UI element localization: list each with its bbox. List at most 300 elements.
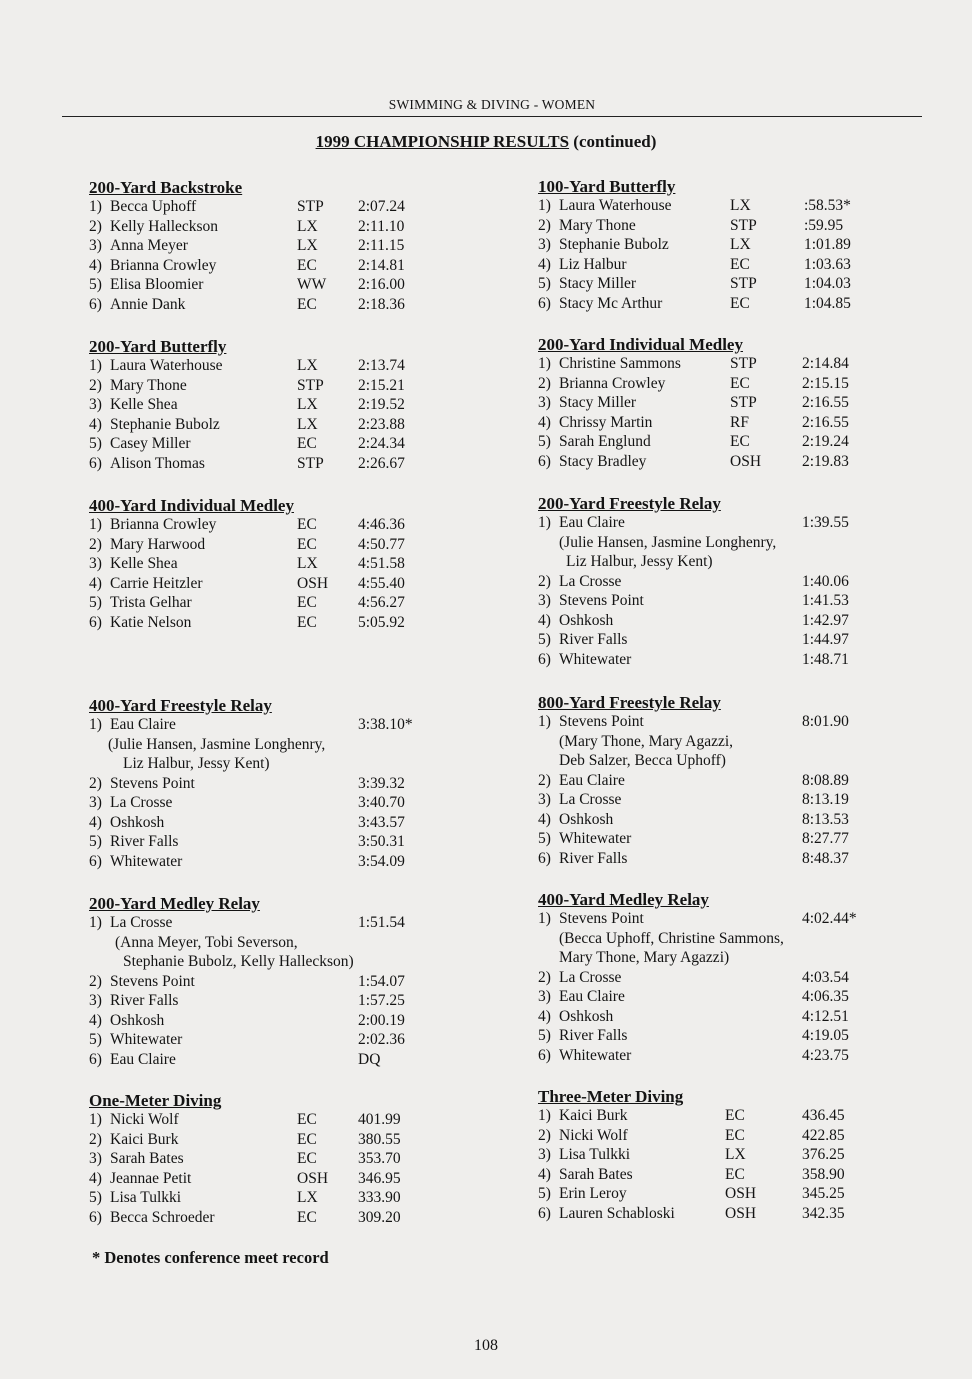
team-code: LX: [297, 415, 318, 433]
place: 4): [538, 413, 551, 431]
relay-team-name: Stevens Point: [110, 972, 195, 990]
relay-team-name: Whitewater: [559, 650, 632, 668]
swimmer-name: Nicki Wolf: [559, 1126, 628, 1144]
section-400-medley-relay: [538, 890, 938, 1065]
team-code: OSH: [297, 1169, 329, 1187]
result-row: [538, 432, 938, 452]
team-code: EC: [730, 374, 750, 392]
result-row: [538, 1145, 938, 1165]
result-row: [89, 574, 489, 594]
swimmer-name: Elisa Bloomier: [110, 276, 204, 293]
swimmer-name: Nicki Wolf: [110, 1111, 179, 1128]
swimmer-name: Lisa Tulkki: [559, 1146, 631, 1163]
result-row: [89, 554, 489, 574]
team-code: LX: [725, 1146, 746, 1163]
result-row: [538, 235, 938, 255]
team-code: EC: [297, 1208, 317, 1226]
result-row: [89, 1208, 489, 1228]
result-time: 2:11.10: [358, 217, 405, 235]
result-time: 1:54.07: [358, 972, 405, 990]
result-time: 353.70: [358, 1150, 401, 1167]
place: 6): [89, 613, 102, 631]
team-code: LX: [297, 555, 318, 572]
place: 5): [538, 275, 551, 292]
swimmer-name: Kelle Shea: [110, 555, 178, 572]
page-title: [0, 132, 972, 152]
place: 2): [89, 217, 102, 235]
place: 5): [538, 830, 551, 847]
result-row: [538, 849, 938, 869]
relay-team-name: Whitewater: [110, 852, 183, 870]
result-time: 1:04.85: [804, 294, 851, 312]
result-row: [538, 1046, 938, 1066]
title-suffix: (continued): [573, 132, 657, 151]
result-time: 4:50.77: [358, 535, 405, 553]
swimmer-name: Sarah Bates: [110, 1150, 184, 1167]
result-time: 345.25: [802, 1185, 845, 1202]
swimmer-name: Jeannae Petit: [110, 1169, 192, 1187]
place: 4): [538, 611, 551, 629]
result-row: [89, 217, 489, 237]
section-200-backstroke: [89, 178, 489, 314]
place: 2): [538, 968, 551, 986]
place: 6): [538, 452, 551, 470]
result-time: 2:07.24: [358, 198, 405, 215]
result-time: 3:38.10*: [358, 716, 413, 733]
place: 2): [538, 572, 551, 590]
relay-team-name: Eau Claire: [559, 988, 625, 1005]
place: 1): [89, 198, 102, 215]
page-number: 108: [474, 1337, 498, 1354]
result-row: [89, 415, 489, 435]
result-row: [89, 593, 489, 613]
result-time: 1:04.03: [804, 275, 851, 292]
section-400-individual-medley: [89, 496, 489, 632]
result-row: [538, 987, 938, 1007]
result-time: 4:55.40: [358, 574, 405, 592]
result-time: 1:48.71: [802, 650, 849, 668]
result-time: 8:08.89: [802, 771, 849, 789]
place: 5): [89, 594, 102, 611]
result-time: 346.95: [358, 1169, 401, 1187]
result-row: [538, 909, 938, 929]
swimmer-name: Stephanie Bubolz: [559, 236, 669, 253]
place: 3): [89, 992, 102, 1009]
place: 5): [89, 1031, 102, 1048]
result-row: [89, 197, 489, 217]
swimmer-name: Brianna Crowley: [110, 516, 217, 533]
event-title: 200-Yard Individual Medley: [538, 335, 743, 354]
place: 6): [89, 295, 102, 313]
result-time: 4:03.54: [802, 968, 849, 986]
result-time: 333.90: [358, 1189, 401, 1206]
swimmer-name: Brianna Crowley: [559, 374, 666, 392]
place: 6): [538, 1046, 551, 1064]
relay-team-name: Stevens Point: [559, 713, 644, 730]
result-row: [89, 376, 489, 396]
place: 4): [89, 813, 102, 831]
place: 1): [538, 713, 551, 730]
relay-team-name: Eau Claire: [110, 1050, 176, 1068]
section-100-butterfly: [538, 177, 938, 313]
result-row: [538, 393, 938, 413]
relay-team-name: Stevens Point: [559, 592, 644, 609]
team-code: STP: [730, 216, 757, 234]
team-code: OSH: [725, 1185, 757, 1202]
result-time: 2:23.88: [358, 415, 405, 433]
place: 4): [538, 810, 551, 828]
swimmer-name: Mary Thone: [559, 216, 636, 234]
result-row: [538, 1165, 938, 1185]
result-row: [89, 1130, 489, 1150]
swimmer-name: Becca Schroeder: [110, 1208, 215, 1226]
place: 3): [89, 396, 102, 413]
team-code: OSH: [297, 574, 329, 592]
result-time: 4:19.05: [802, 1027, 849, 1044]
result-row: [89, 852, 489, 872]
result-row: [89, 236, 489, 256]
event-title: One-Meter Diving: [89, 1091, 222, 1110]
result-time: 3:50.31: [358, 833, 405, 850]
swimmer-name: Kaici Burk: [559, 1107, 628, 1124]
swimmer-name: Chrissy Martin: [559, 413, 653, 431]
place: 5): [89, 1189, 102, 1206]
result-row: [538, 1007, 938, 1027]
swimmer-name: Mary Thone: [110, 376, 187, 394]
result-row: [89, 395, 489, 415]
relay-team-name: La Crosse: [559, 572, 622, 590]
relay-team-name: Eau Claire: [110, 716, 176, 733]
result-time: 401.99: [358, 1111, 401, 1128]
result-row: [89, 454, 489, 474]
swimmer-name: Stephanie Bubolz: [110, 415, 220, 433]
relay-members: Mary Thone, Mary Agazzi): [559, 949, 730, 966]
result-row: [538, 354, 938, 374]
relay-members: (Julie Hansen, Jasmine Longhenry,: [559, 533, 777, 551]
place: 4): [89, 415, 102, 433]
result-time: 2:14.84: [802, 355, 849, 372]
relay-members: Stephanie Bubolz, Kelly Halleckson): [123, 953, 354, 970]
result-time: DQ: [358, 1050, 381, 1068]
team-code: OSH: [730, 452, 762, 470]
relay-team-name: Whitewater: [110, 1031, 183, 1048]
event-title: 100-Yard Butterfly: [538, 177, 676, 196]
swimmer-name: Lauren Schabloski: [559, 1204, 675, 1222]
result-row: [538, 771, 938, 791]
place: 1): [538, 197, 551, 214]
place: 5): [538, 1027, 551, 1044]
section-three-meter-diving: [538, 1087, 938, 1223]
team-code: STP: [730, 355, 757, 372]
team-code: STP: [730, 275, 757, 292]
place: 4): [538, 1007, 551, 1025]
place: 1): [89, 1111, 102, 1128]
team-code: LX: [730, 236, 751, 253]
result-time: :58.53*: [804, 197, 851, 214]
relay-team-name: Stevens Point: [559, 910, 644, 927]
swimmer-name: Alison Thomas: [110, 454, 205, 472]
place: 4): [89, 256, 102, 274]
swimmer-name: Stacy Mc Arthur: [559, 294, 663, 312]
result-row: [538, 968, 938, 988]
relay-members: (Becca Uphoff, Christine Sammons,: [559, 929, 784, 947]
place: 4): [89, 574, 102, 592]
team-code: LX: [297, 217, 318, 235]
result-row: [89, 774, 489, 794]
place: 1): [538, 355, 551, 372]
swimmer-name: Kelle Shea: [110, 396, 178, 413]
place: 6): [538, 1204, 551, 1222]
result-row: [89, 1110, 489, 1130]
team-code: LX: [297, 396, 318, 413]
record-footnote: * Denotes conference meet record: [92, 1248, 329, 1267]
place: 3): [538, 236, 551, 253]
result-time: 1:42.97: [802, 611, 849, 629]
result-row: [89, 1188, 489, 1208]
place: 3): [89, 237, 102, 254]
team-code: WW: [297, 276, 327, 293]
relay-members: (Mary Thone, Mary Agazzi,: [559, 732, 734, 750]
team-code: EC: [297, 594, 317, 611]
result-time: 3:54.09: [358, 852, 405, 870]
relay-team-name: La Crosse: [559, 968, 622, 986]
relay-members: (Anna Meyer, Tobi Severson,: [115, 933, 298, 951]
swimmer-name: Laura Waterhouse: [559, 197, 672, 214]
place: 4): [538, 255, 551, 273]
section-800-freestyle-relay: [538, 693, 938, 868]
section-200-freestyle-relay: [538, 494, 938, 669]
event-title: 200-Yard Medley Relay: [89, 894, 260, 913]
result-time: 2:19.52: [358, 396, 405, 413]
result-row: [89, 715, 489, 735]
result-row: [89, 832, 489, 852]
result-time: 342.35: [802, 1204, 845, 1222]
result-time: 376.25: [802, 1146, 845, 1163]
place: 4): [89, 1169, 102, 1187]
result-time: 4:02.44*: [802, 910, 857, 927]
result-row: [538, 216, 938, 236]
place: 2): [89, 972, 102, 990]
result-time: 4:56.27: [358, 594, 405, 611]
section-one-meter-diving: [89, 1091, 489, 1227]
result-time: 2:15.21: [358, 376, 405, 394]
result-row: [89, 1149, 489, 1169]
team-code: EC: [725, 1107, 745, 1124]
result-row: [538, 611, 938, 631]
team-code: RF: [730, 413, 749, 431]
result-row: [538, 591, 938, 611]
team-code: EC: [730, 294, 750, 312]
relay-team-name: La Crosse: [110, 794, 173, 811]
team-code: OSH: [725, 1204, 757, 1222]
result-time: 2:11.15: [358, 237, 405, 254]
result-row: [538, 829, 938, 849]
running-header: [62, 96, 922, 117]
swimmer-name: Erin Leroy: [559, 1185, 627, 1202]
swimmer-name: Carrie Heitzler: [110, 574, 203, 592]
result-row: [89, 295, 489, 315]
event-title: 800-Yard Freestyle Relay: [538, 693, 721, 712]
result-row: [89, 972, 489, 992]
result-row: [89, 1011, 489, 1031]
relay-members: Liz Halbur, Jessy Kent): [566, 553, 713, 570]
result-time: 4:51.58: [358, 555, 405, 572]
result-time: 358.90: [802, 1165, 845, 1183]
result-time: 8:13.19: [802, 791, 849, 808]
team-code: EC: [297, 295, 317, 313]
result-time: 1:41.53: [802, 592, 849, 609]
team-code: EC: [297, 435, 317, 452]
result-time: 380.55: [358, 1130, 401, 1148]
result-time: 2:00.19: [358, 1011, 405, 1029]
team-code: EC: [730, 255, 750, 273]
swimmer-name: Brianna Crowley: [110, 256, 217, 274]
place: 5): [89, 435, 102, 452]
place: 1): [538, 910, 551, 927]
team-code: EC: [297, 516, 317, 533]
place: 2): [89, 1130, 102, 1148]
event-title: Three-Meter Diving: [538, 1087, 684, 1106]
result-row: [89, 515, 489, 535]
event-title: 200-Yard Backstroke: [89, 178, 243, 197]
result-row: [89, 256, 489, 276]
result-row: [89, 275, 489, 295]
result-time: 8:27.77: [802, 830, 849, 847]
result-row: [538, 452, 938, 472]
place: 1): [89, 357, 102, 374]
place: 1): [538, 514, 551, 531]
place: 2): [538, 771, 551, 789]
place: 4): [89, 1011, 102, 1029]
result-time: 2:26.67: [358, 454, 405, 472]
section-400-freestyle-relay: [89, 696, 489, 871]
place: 5): [538, 1185, 551, 1202]
result-time: 1:40.06: [802, 572, 849, 590]
place: 3): [89, 555, 102, 572]
team-code: EC: [725, 1126, 745, 1144]
swimmer-name: Stacy Miller: [559, 275, 637, 292]
result-time: 2:18.36: [358, 295, 405, 313]
result-row: [538, 790, 938, 810]
result-row: [89, 1169, 489, 1189]
result-time: 3:43.57: [358, 813, 405, 831]
result-row: [89, 613, 489, 633]
section-200-butterfly: [89, 337, 489, 473]
relay-members: Deb Salzer, Becca Uphoff): [559, 752, 726, 769]
team-code: STP: [297, 198, 324, 215]
place: 3): [538, 592, 551, 609]
result-time: 1:39.55: [802, 514, 849, 531]
place: 3): [538, 988, 551, 1005]
team-code: EC: [297, 1150, 317, 1167]
relay-team-name: La Crosse: [559, 791, 622, 808]
team-code: LX: [297, 1189, 318, 1206]
result-row: [538, 650, 938, 670]
result-row: [538, 374, 938, 394]
result-time: 1:57.25: [358, 992, 405, 1009]
team-code: EC: [297, 535, 317, 553]
swimmer-name: Casey Miller: [110, 435, 191, 452]
result-time: 2:19.83: [802, 452, 849, 470]
swimmer-name: Trista Gelhar: [110, 594, 192, 611]
team-code: STP: [297, 454, 324, 472]
result-time: 4:12.51: [802, 1007, 849, 1025]
relay-team-name: Oshkosh: [110, 813, 165, 831]
swimmer-name: Kelly Halleckson: [110, 217, 219, 235]
team-code: LX: [730, 197, 751, 214]
swimmer-name: Lisa Tulkki: [110, 1189, 182, 1206]
event-title: 400-Yard Medley Relay: [538, 890, 709, 909]
result-row: [89, 913, 489, 933]
place: 2): [89, 774, 102, 792]
place: 2): [538, 216, 551, 234]
event-title: 200-Yard Butterfly: [89, 337, 227, 356]
relay-team-name: Eau Claire: [559, 771, 625, 789]
relay-team-name: Whitewater: [559, 830, 632, 847]
place: 3): [538, 791, 551, 808]
result-time: 4:23.75: [802, 1046, 849, 1064]
result-time: 4:06.35: [802, 988, 849, 1005]
event-title: 400-Yard Freestyle Relay: [89, 696, 272, 715]
place: 1): [89, 914, 102, 931]
relay-team-name: Stevens Point: [110, 774, 195, 792]
swimmer-name: Anna Meyer: [110, 237, 188, 254]
result-time: 2:16.55: [802, 413, 849, 431]
place: 6): [538, 849, 551, 867]
place: 3): [538, 394, 551, 411]
team-code: LX: [297, 357, 318, 374]
place: 6): [89, 454, 102, 472]
result-time: 3:40.70: [358, 794, 405, 811]
place: 1): [89, 516, 102, 533]
place: 5): [89, 276, 102, 293]
result-row: [538, 572, 938, 592]
result-time: 4:46.36: [358, 516, 405, 533]
swimmer-name: Stacy Bradley: [559, 452, 647, 470]
swimmer-name: Laura Waterhouse: [110, 357, 223, 374]
swimmer-name: Katie Nelson: [110, 613, 192, 631]
result-time: 8:01.90: [802, 713, 849, 730]
result-row: [89, 1030, 489, 1050]
team-code: EC: [725, 1165, 745, 1183]
relay-team-name: Eau Claire: [559, 514, 625, 531]
swimmer-name: Liz Halbur: [559, 255, 627, 273]
team-code: EC: [297, 256, 317, 274]
result-row: [538, 1026, 938, 1046]
result-time: 2:16.55: [802, 394, 849, 411]
result-row: [89, 813, 489, 833]
swimmer-name: Stacy Miller: [559, 394, 637, 411]
result-row: [538, 810, 938, 830]
team-code: STP: [297, 376, 324, 394]
result-time: 436.45: [802, 1107, 845, 1124]
result-row: [538, 513, 938, 533]
place: 3): [89, 794, 102, 811]
place: 2): [538, 1126, 551, 1144]
result-row: [538, 255, 938, 275]
result-time: 2:15.15: [802, 374, 849, 392]
result-row: [538, 1126, 938, 1146]
result-time: 2:13.74: [358, 357, 405, 374]
place: 5): [538, 433, 551, 450]
result-row: [538, 630, 938, 650]
result-row: [89, 793, 489, 813]
result-row: [89, 535, 489, 555]
place: 6): [538, 650, 551, 668]
result-time: 5:05.92: [358, 613, 405, 631]
result-time: 422.85: [802, 1126, 845, 1144]
swimmer-name: Sarah Bates: [559, 1165, 633, 1183]
